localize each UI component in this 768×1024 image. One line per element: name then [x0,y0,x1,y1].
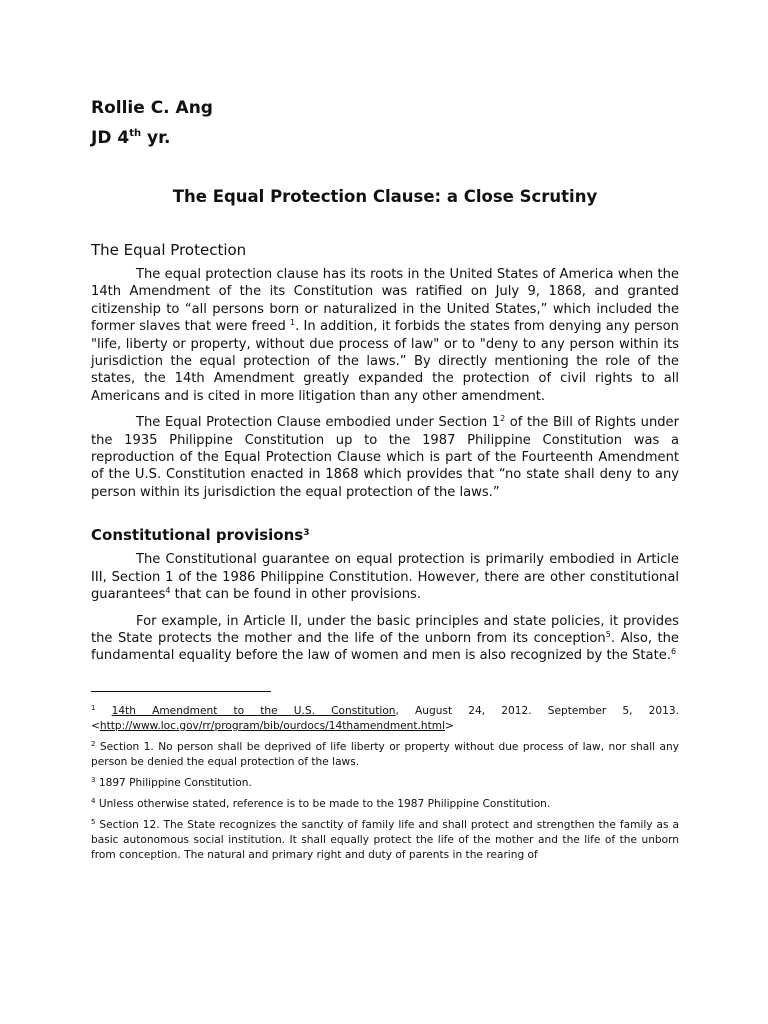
footnote-number: 2 [91,739,96,748]
author-level [91,126,679,150]
paragraph-guarantee [91,551,679,603]
paragraph-text: The Constitutional guarantee on equal protection is primarily embodied in Article III, Section 1 of the 1986 Philippine Constitution. However, there are other constitutional guarantees [91,552,679,603]
footnote-number: 3 [91,775,96,784]
footnote-ref-2[interactable]: 2 [500,414,506,424]
footnote-number: 1 [91,703,96,712]
footnote-2 [91,740,679,770]
footnote-ref-6[interactable]: 6 [670,647,677,657]
paragraph-text: The equal protection clause has its roots in the United States of America when the 14th Amendment of the its Constitution was ratified on July 9, 1868, and granted citizenship to “all persons born or naturalized in the United States,” which included the former slaves that were freed [91,267,679,335]
paragraph-text: The Equal Protection Clause embodied under Section 1 [136,415,501,431]
paragraph-roots [91,266,679,405]
footnote-number: 4 [91,796,96,805]
footnote-ref-5[interactable]: 5 [605,629,611,639]
level-prefix: JD 4 [91,128,130,148]
footnote-text: Unless otherwise stated, reference is to be made to the 1987 Philippine Constitution. [95,797,551,810]
footnote-4 [91,797,679,812]
paragraph-text: . Also, the fundamental equality before the law of women and men is also recognized by the State. [91,630,679,664]
section-heading-constitutional-provisions [91,525,679,545]
footnote-3 [91,776,679,791]
level-suffix: yr. [141,128,171,148]
footnote-1 [91,704,679,734]
paragraph-example [91,613,679,665]
footnote-ref-4[interactable]: 4 [165,586,171,596]
level-superscript: th [129,128,142,139]
paragraph-text: of the Bill of Rights under the 1935 Philippine Constitution up to the 1987 Philippine Constitution was a reproduction of the Equal Protection Clause which is part of the Fourteenth Amendment of the U.S. Constitution enacted in 1868 which provides that “no state shall deny to any person within its jurisdiction the equal protection of the laws.” [91,415,680,500]
footnote-5 [91,818,679,863]
footnote-text: Section 1. No person shall be deprived of life liberty or property without due process of law, nor shall any person be denied the equal protection of the laws. [91,740,679,768]
section-heading-equal-protection: The Equal Protection [91,241,247,259]
paragraph-text: For example, in Article II, under the basic principles and state policies, it provides the State protects the mother and the life of the unborn from its conception [91,613,679,646]
footnote-url[interactable]: http://www.loc.gov/rr/program/bib/ourdocs/14thamendment.html [99,719,446,732]
footnote-ref-1[interactable]: 1 [290,318,296,328]
footnote-text: > [445,719,454,732]
heading-text: Constitutional provisions [91,526,304,545]
footnote-ref-3[interactable]: 3 [303,528,310,539]
footnote-link[interactable]: 14th Amendment to the U.S. Constitution [111,704,396,717]
paragraph-text: that can be found in other provisions. [170,587,422,603]
author-name: Rollie C. Ang [91,98,213,118]
footnote-separator [91,691,271,692]
footnote-text: 1897 Philippine Constitution. [95,776,252,789]
paragraph-philippine-clause [91,414,679,501]
footnote-text: Section 12. The State recognizes the sanctity of family life and shall protect and strengthen the family as a basic autonomous social institution. It shall equally protect the life of the mother and the life of the unborn from conception. The natural and primary right and duty of parents in the rearing of [91,818,679,861]
document-title: The Equal Protection Clause: a Close Scrutiny [172,187,598,206]
paragraph-text: . In addition, it forbids the states from denying any person "life, liberty or property, without due process of law" or to "deny to any person within its jurisdiction the equal protection of the laws.” By directly mentioning the role of the states, the 14th Amendment greatly expanded the protection of civil rights to all Americans and is cited in more litigation than any other amendment. [91,319,679,404]
document-body [91,96,679,863]
footnote-number: 5 [91,817,96,826]
footnote-text: , August 24, 2012. September 5, 2013. < [91,704,679,732]
